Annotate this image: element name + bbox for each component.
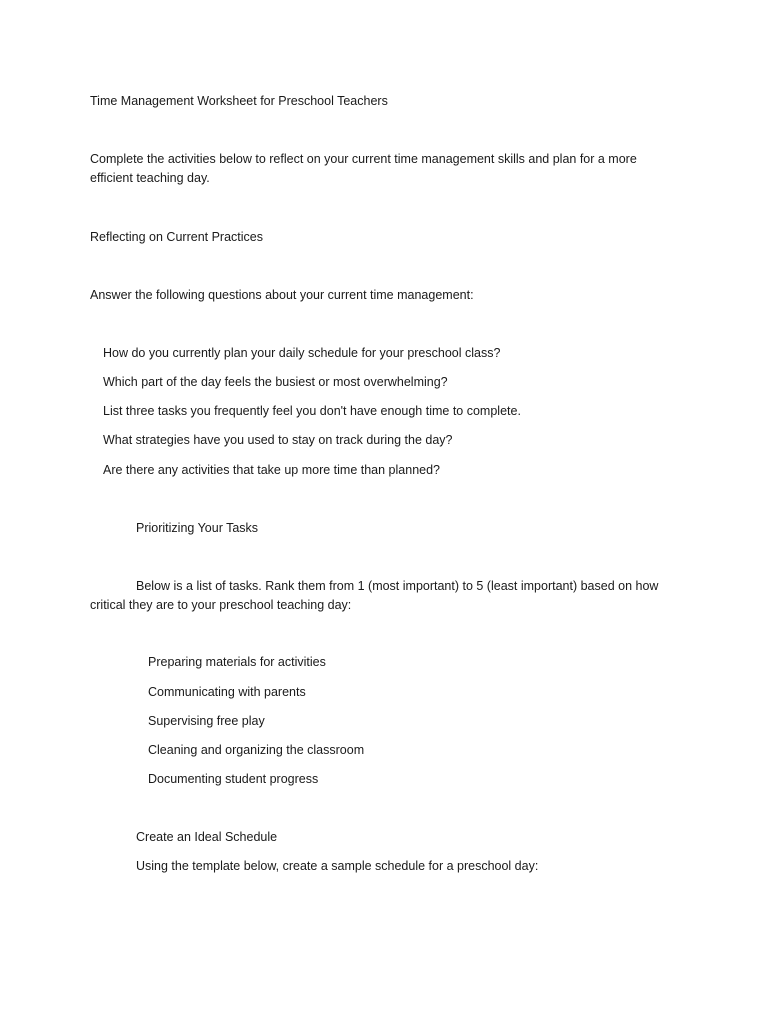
question-item: What strategies have you used to stay on track during the day?	[103, 433, 453, 447]
section-heading-schedule: Create an Ideal Schedule	[136, 830, 278, 844]
question-item: Which part of the day feels the busiest or most overwhelming?	[103, 375, 448, 389]
task-item: Cleaning and organizing the classroom	[148, 743, 365, 757]
task-item: Preparing materials for activities	[148, 655, 326, 669]
question-item: Are there any activities that take up more time than planned?	[103, 463, 440, 477]
task-item: Documenting student progress	[148, 772, 319, 786]
intro-paragraph: Complete the activities below to reflect on your current time management skills and plan for a more efficient teaching day.	[90, 152, 637, 185]
section-prompt-reflecting: Answer the following questions about your current time management:	[90, 288, 474, 302]
section-prompt-schedule: Using the template below, create a sample schedule for a preschool day:	[136, 859, 539, 873]
task-item: Communicating with parents	[148, 685, 306, 699]
document-title: Time Management Worksheet for Preschool Teachers	[90, 94, 388, 108]
section-prompt-prioritizing: Below is a list of tasks. Rank them from 1 (most important) to 5 (least important) based on how critical they are to your preschool teaching day:	[90, 579, 659, 612]
question-item: List three tasks you frequently feel you don't have enough time to complete.	[103, 404, 521, 418]
section-heading-reflecting: Reflecting on Current Practices	[90, 230, 263, 244]
section-heading-prioritizing: Prioritizing Your Tasks	[136, 521, 259, 535]
question-item: How do you currently plan your daily schedule for your preschool class?	[103, 346, 501, 360]
task-item: Supervising free play	[148, 714, 265, 728]
